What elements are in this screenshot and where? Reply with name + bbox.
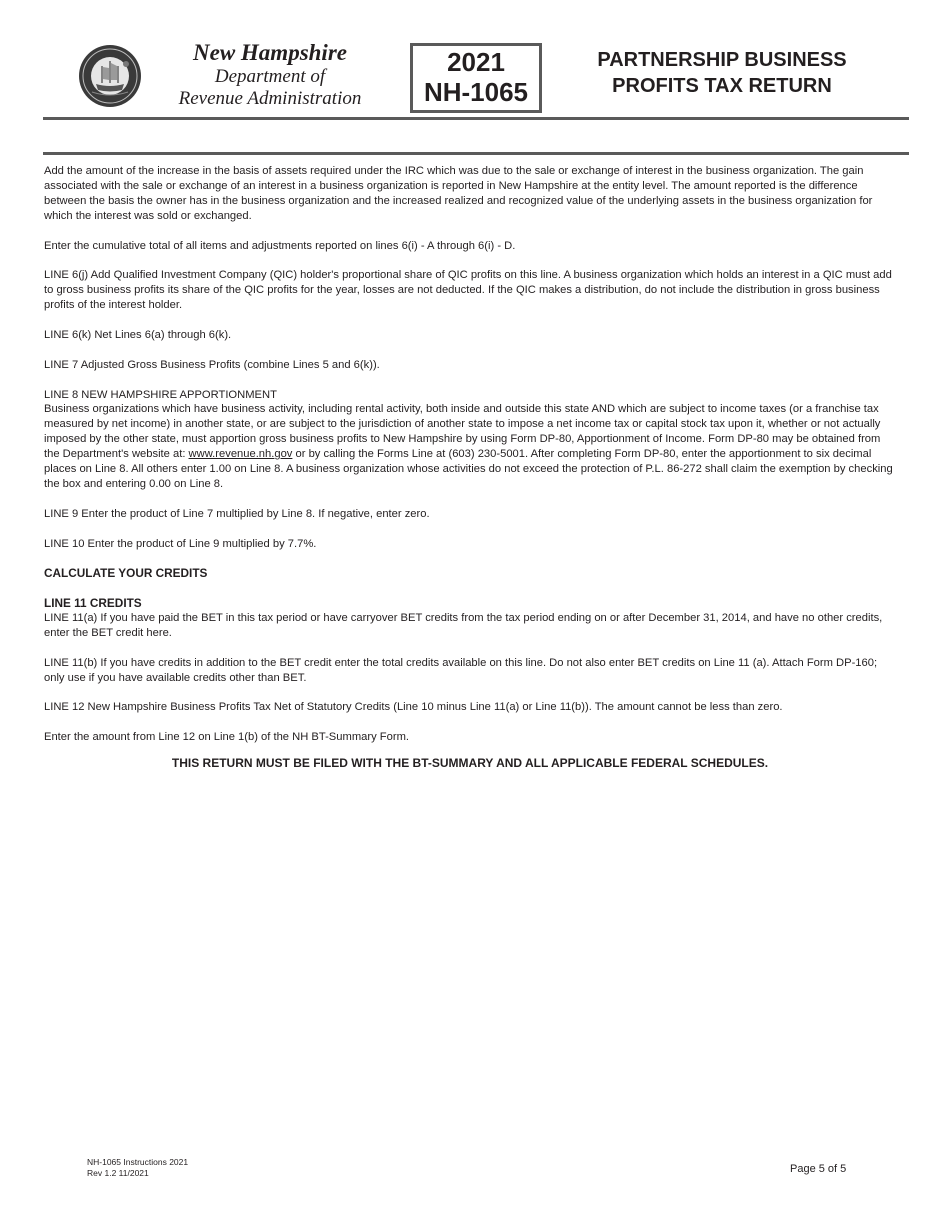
paragraph-line-7: LINE 7 Adjusted Gross Business Profits (combine Lines 5 and 6(k)). (44, 358, 380, 371)
form-id-box (410, 43, 542, 113)
paragraph-basis-increase: Add the amount of the increase in the basis of assets required under the IRC which was due to the sale or exchange of interest in the business organization. The gain associated with the sale or exchange of an interest in a business organization is reported in New Hampshire at the entity level. The amount reported is the difference between the basis the owner has in the business organization and the increased realized and recognized value of the underlying assets in the business organization for which the interest was sold or exchanged. (44, 165, 873, 222)
paragraph-line-12-summary: Enter the amount from Line 12 on Line 1(b) of the NH BT-Summary Form. (44, 731, 409, 744)
footer-form-name: NH-1065 Instructions 2021 (87, 1157, 189, 1167)
credits-heading: CALCULATE YOUR CREDITS (44, 566, 208, 581)
paragraph-line-12: LINE 12 New Hampshire Business Profits Tax Net of Statutory Credits (Line 10 minus Line 11(a) or Line 11(b)). The amount cannot be less than zero. (44, 701, 783, 714)
line-8-text-b: or by calling the Forms Line at (603) 230-5001. After completing Form DP-80, enter the apportionment to six decimal places on Line 8. All others enter 1.00 on Line 8. A business organization whose activities do not exceed the protection of P.L. 86-272 shall claim the exemption by checking the box and entering 0.00 on Line 8. (44, 448, 893, 490)
filing-notice: THIS RETURN MUST BE FILED WITH THE BT-SUMMARY AND ALL APPLICABLE FEDERAL SCHEDULES. (171, 756, 769, 771)
header-rule-bottom (43, 152, 909, 155)
form-title-line1: PARTNERSHIP BUSINESS (597, 49, 847, 71)
footer-form-info (87, 1157, 188, 1179)
paragraph-line-6j: LINE 6(j) Add Qualified Investment Company (QIC) holder's proportional share of QIC profits on this line. A business organization which holds an interest in a QIC must add to gross business profits its share of the QIC profits for the year, losses are not deducted. If the QIC makes a distribution, do not include the distribution in gross business profits of the interest holder. (44, 269, 892, 312)
paragraph-line-11a: LINE 11(a) If you have paid the BET in this tax period or have carryover BET credits from the tax period ending on or after December 31, 2014, and have no other credits, enter the BET credit here. (44, 612, 883, 639)
agency-name (160, 40, 380, 110)
line-8-text-a: Business organizations which have business activity, including rental activity, both inside and outside this state AND which are subject to income taxes (or a franchise tax measured by net income) in another state, or are subject to the jurisdiction of another state to impose a net income tax or capital stock tax upon it, whether or not actually imposed by the other state, must apportion gross business profits to New Hampshire by using Form DP-80, Apportionment of Income. Form DP-80 may be obtained from the Department's website at: (44, 403, 881, 461)
page-number: Page 5 of 5 (790, 1163, 847, 1175)
paragraph-cumulative-total: Enter the cumulative total of all items and adjustments reported on lines 6(i) - A through 6(i) - D. (44, 239, 516, 252)
paragraph-line-9: LINE 9 Enter the product of Line 7 multiplied by Line 8. If negative, enter zero. (44, 507, 430, 520)
instructions-body (44, 164, 896, 786)
agency-dept-line1: Department of (214, 66, 326, 87)
paragraph-line-10: LINE 10 Enter the product of Line 9 multiplied by 7.7%. (44, 537, 317, 550)
line-8-heading: LINE 8 NEW HAMPSHIRE APPORTIONMENT (44, 388, 277, 401)
form-title (572, 47, 872, 99)
agency-dept-line2: Revenue Administration (178, 88, 362, 109)
line-11-heading: LINE 11 CREDITS (44, 596, 142, 611)
footer-revision: Rev 1.2 11/2021 (87, 1168, 149, 1178)
paragraph-line-6k: LINE 6(k) Net Lines 6(a) through 6(k). (44, 328, 232, 341)
form-year: 2021 (447, 47, 505, 77)
paragraph-line-11b: LINE 11(b) If you have credits in addition to the BET credit enter the total credits available on this line. Do not also enter BET credits on Line 11 (a). Attach Form DP-160; only use if you have available credits other than BET. (44, 656, 878, 684)
revenue-website-link[interactable]: www.revenue.nh.gov (188, 448, 293, 461)
agency-state: New Hampshire (193, 40, 347, 65)
header-rule-top (43, 117, 909, 120)
paragraph-line-8 (44, 402, 896, 491)
form-title-line2: PROFITS TAX RETURN (612, 75, 832, 97)
nh-state-seal-icon (78, 44, 142, 108)
form-number: NH-1065 (423, 77, 529, 107)
